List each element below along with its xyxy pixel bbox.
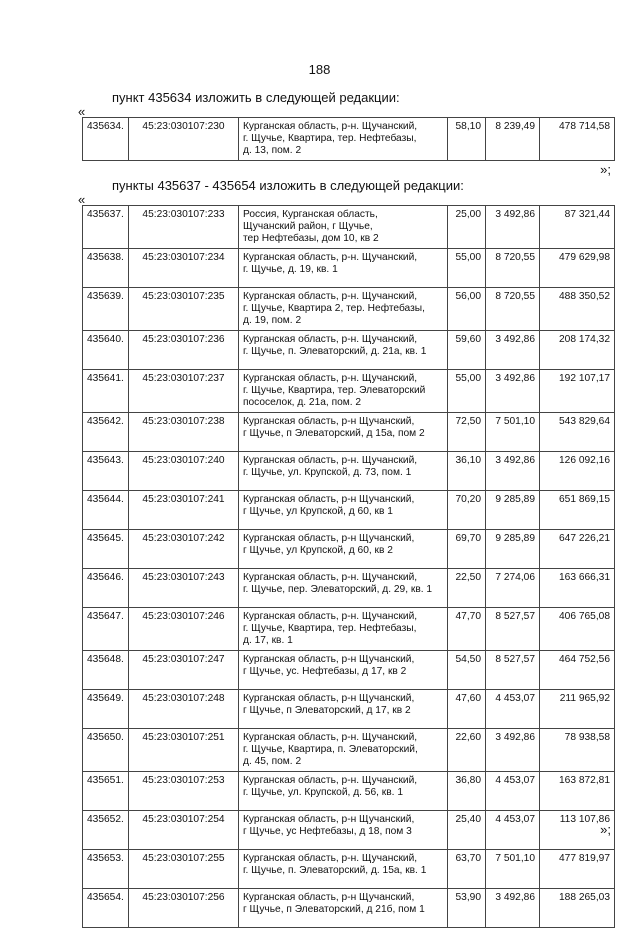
cadastral-number: 45:23:030107:230 [129,118,239,161]
unit-price-cell: 4 453,07 [486,690,540,729]
area-cell: 47,60 [448,690,486,729]
unit-price-cell: 9 285,89 [486,530,540,569]
area-cell: 56,00 [448,288,486,331]
total-cell: 192 107,17 [540,370,615,413]
unit-price-cell: 4 453,07 [486,772,540,811]
cadastral-number: 45:23:030107:243 [129,569,239,608]
row-number: 435647. [83,608,129,651]
cadastral-number: 45:23:030107:256 [129,889,239,928]
total-cell: 87 321,44 [540,206,615,249]
area-cell: 36,10 [448,452,486,491]
unit-price-cell: 8 720,55 [486,288,540,331]
total-cell: 478 714,58 [540,118,615,161]
row-number: 435652. [83,811,129,850]
section1-table [82,117,615,161]
address-cell: Курганская область, р-н Щучанский, г Щучье, ул Крупской, д 60, кв 2 [239,530,448,569]
table-row [83,288,615,331]
cadastral-number: 45:23:030107:233 [129,206,239,249]
cadastral-number: 45:23:030107:238 [129,413,239,452]
section1-open-quote: « [78,104,86,119]
unit-price-cell: 3 492,86 [486,331,540,370]
total-cell: 163 666,31 [540,569,615,608]
total-cell: 543 829,64 [540,413,615,452]
address-cell: Курганская область, р-н Щучанский, г Щучье, ул Крупской, д 60, кв 1 [239,491,448,530]
row-number: 435638. [83,249,129,288]
section1-close-quote: »; [600,162,611,177]
unit-price-cell: 3 492,86 [486,370,540,413]
unit-price-cell: 3 492,86 [486,729,540,772]
address-cell: Курганская область, р-н Щучанский, г Щучье, п Элеваторский, д 15а, пом 2 [239,413,448,452]
unit-price-cell: 7 501,10 [486,850,540,889]
cadastral-number: 45:23:030107:241 [129,491,239,530]
row-number: 435637. [83,206,129,249]
section2-open-quote: « [78,192,86,207]
table-row [83,651,615,690]
total-cell: 163 872,81 [540,772,615,811]
total-cell: 126 092,16 [540,452,615,491]
unit-price-cell: 8 239,49 [486,118,540,161]
row-number: 435643. [83,452,129,491]
table-row [83,811,615,850]
row-number: 435653. [83,850,129,889]
address-cell: Курганская область, р-н. Щучанский, г. Щучье, п. Элеваторский, д. 15а, кв. 1 [239,850,448,889]
unit-price-cell: 8 527,57 [486,608,540,651]
area-cell: 55,00 [448,370,486,413]
table-row [83,850,615,889]
area-cell: 54,50 [448,651,486,690]
table-row [83,569,615,608]
row-number: 435654. [83,889,129,928]
table-row [83,772,615,811]
cadastral-number: 45:23:030107:246 [129,608,239,651]
cadastral-number: 45:23:030107:253 [129,772,239,811]
cadastral-number: 45:23:030107:247 [129,651,239,690]
total-cell: 488 350,52 [540,288,615,331]
total-cell: 477 819,97 [540,850,615,889]
unit-price-cell: 4 453,07 [486,811,540,850]
row-number: 435648. [83,651,129,690]
area-cell: 55,00 [448,249,486,288]
total-cell: 211 965,92 [540,690,615,729]
address-cell: Курганская область, р-н. Щучанский, г. Щучье, пер. Элеваторский, д. 29, кв. 1 [239,569,448,608]
table-row [83,118,615,161]
address-cell: Курганская область, р-н Щучанский, г Щучье, ус. Нефтебазы, д 17, кв 2 [239,651,448,690]
area-cell: 22,60 [448,729,486,772]
area-cell: 59,60 [448,331,486,370]
address-cell: Курганская область, р-н. Щучанский, г. Щучье, Квартира, тер. Нефтебазы, д. 17, кв. 1 [239,608,448,651]
table-row [83,413,615,452]
table-row [83,530,615,569]
cadastral-number: 45:23:030107:236 [129,331,239,370]
total-cell: 464 752,56 [540,651,615,690]
row-number: 435639. [83,288,129,331]
table-row [83,690,615,729]
cadastral-number: 45:23:030107:240 [129,452,239,491]
row-number: 435650. [83,729,129,772]
area-cell: 58,10 [448,118,486,161]
area-cell: 72,50 [448,413,486,452]
cadastral-number: 45:23:030107:237 [129,370,239,413]
address-cell: Курганская область, р-н Щучанский, г Щучье, п Элеваторский, д 17, кв 2 [239,690,448,729]
area-cell: 25,00 [448,206,486,249]
table-row [83,370,615,413]
area-cell: 47,70 [448,608,486,651]
unit-price-cell: 3 492,86 [486,452,540,491]
unit-price-cell: 9 285,89 [486,491,540,530]
address-cell: Россия, Курганская область, Щучанский район, г Щучье, тер Нефтебазы, дом 10, кв 2 [239,206,448,249]
table-row [83,608,615,651]
address-cell: Курганская область, р-н. Щучанский, г. Щучье, Квартира 2, тер. Нефтебазы, д. 19, пом. 2 [239,288,448,331]
area-cell: 70,20 [448,491,486,530]
row-number: 435644. [83,491,129,530]
section1-intro: пункт 435634 изложить в следующей редакции: [112,90,400,105]
total-cell: 651 869,15 [540,491,615,530]
table-row [83,491,615,530]
cadastral-number: 45:23:030107:255 [129,850,239,889]
address-cell: Курганская область, р-н. Щучанский, г. Щучье, ул. Крупской, д. 73, пом. 1 [239,452,448,491]
cadastral-number: 45:23:030107:251 [129,729,239,772]
address-cell: Курганская область, р-н. Щучанский, г. Щучье, Квартира, тер. Нефтебазы, д. 13, пом. 2 [239,118,448,161]
address-cell: Курганская область, р-н. Щучанский, г. Щучье, Квартира, тер. Элеваторский пососелок, д. 21а, пом. 2 [239,370,448,413]
total-cell: 479 629,98 [540,249,615,288]
row-number: 435642. [83,413,129,452]
row-number: 435641. [83,370,129,413]
address-cell: Курганская область, р-н Щучанский, г Щучье, ус Нефтебазы, д 18, пом 3 [239,811,448,850]
total-cell: 406 765,08 [540,608,615,651]
area-cell: 53,90 [448,889,486,928]
section2-table [82,205,615,928]
total-cell: 78 938,58 [540,729,615,772]
row-number: 435640. [83,331,129,370]
table-row [83,729,615,772]
total-cell: 208 174,32 [540,331,615,370]
address-cell: Курганская область, р-н. Щучанский, г. Щучье, д. 19, кв. 1 [239,249,448,288]
section2-close-quote: »; [600,822,611,837]
unit-price-cell: 7 274,06 [486,569,540,608]
row-number: 435649. [83,690,129,729]
address-cell: Курганская область, р-н Щучанский, г Щучье, п Элеваторский, д 21б, пом 1 [239,889,448,928]
table-row [83,249,615,288]
address-cell: Курганская область, р-н. Щучанский, г. Щучье, Квартира, п. Элеваторский, д. 45, пом. 2 [239,729,448,772]
table-row [83,206,615,249]
total-cell: 647 226,21 [540,530,615,569]
row-number: 435634. [83,118,129,161]
unit-price-cell: 8 720,55 [486,249,540,288]
cadastral-number: 45:23:030107:234 [129,249,239,288]
area-cell: 63,70 [448,850,486,889]
table-row [83,889,615,928]
table-row [83,331,615,370]
address-cell: Курганская область, р-н. Щучанский, г. Щучье, п. Элеваторский, д. 21а, кв. 1 [239,331,448,370]
unit-price-cell: 3 492,86 [486,889,540,928]
section2-intro: пункты 435637 - 435654 изложить в следующей редакции: [112,178,464,193]
cadastral-number: 45:23:030107:242 [129,530,239,569]
cadastral-number: 45:23:030107:235 [129,288,239,331]
table-row [83,452,615,491]
area-cell: 22,50 [448,569,486,608]
unit-price-cell: 3 492,86 [486,206,540,249]
cadastral-number: 45:23:030107:254 [129,811,239,850]
unit-price-cell: 8 527,57 [486,651,540,690]
row-number: 435651. [83,772,129,811]
area-cell: 69,70 [448,530,486,569]
row-number: 435645. [83,530,129,569]
address-cell: Курганская область, р-н. Щучанский, г. Щучье, ул. Крупской, д. 56, кв. 1 [239,772,448,811]
page-number: 188 [308,62,331,77]
row-number: 435646. [83,569,129,608]
area-cell: 36,80 [448,772,486,811]
unit-price-cell: 7 501,10 [486,413,540,452]
total-cell: 188 265,03 [540,889,615,928]
cadastral-number: 45:23:030107:248 [129,690,239,729]
area-cell: 25,40 [448,811,486,850]
total-cell: 113 107,86 [540,811,615,850]
